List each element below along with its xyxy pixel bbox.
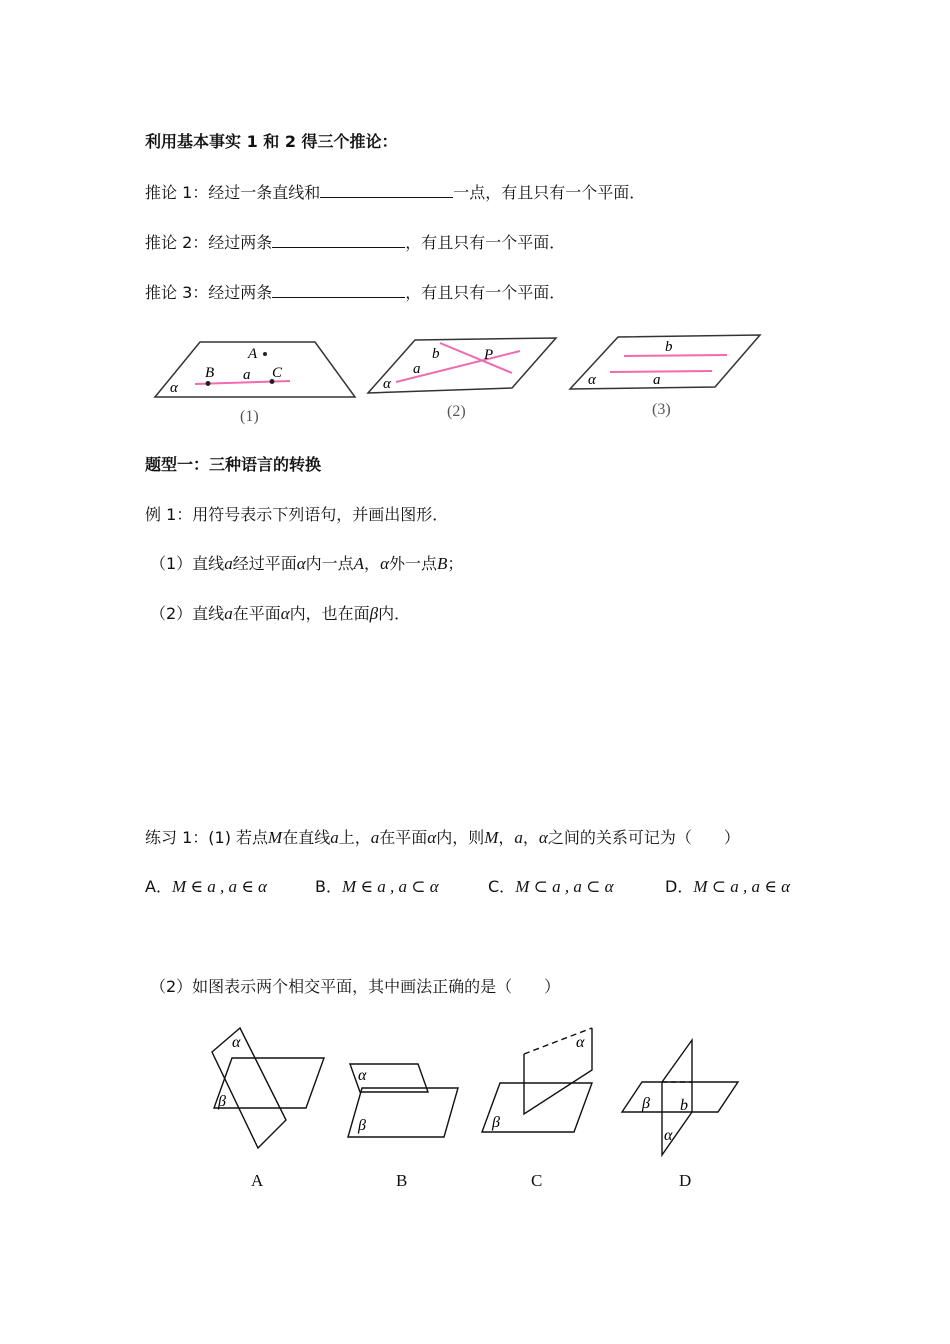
ex1-text-3: 内一点 <box>305 554 354 573</box>
corollary-3 <box>145 281 565 303</box>
example-item-1 <box>150 554 463 574</box>
figure-1 <box>155 342 355 425</box>
label-alpha-1: α <box>170 380 178 396</box>
corollary-3-blank[interactable] <box>272 281 405 298</box>
ex2-alpha: α <box>280 604 290 623</box>
point-A <box>263 352 267 356</box>
option-A-expr: M ∈ a , a ∈ α <box>171 877 267 896</box>
figure-D <box>622 1040 738 1155</box>
label-b-2: b <box>432 346 440 362</box>
label-beta-D: β <box>642 1095 650 1112</box>
q1-text-8: 之间的关系可记为（ ） <box>547 828 740 847</box>
figure-B <box>348 1064 458 1137</box>
label-b-3: b <box>665 339 673 355</box>
ex1-a: a <box>224 554 233 573</box>
q1-text-3: 上， <box>338 828 371 847</box>
figure-caption-B: B <box>396 1171 408 1190</box>
intersecting-planes-figures <box>200 1020 760 1170</box>
option-A-letter: A． <box>145 877 172 896</box>
label-B: B <box>205 365 215 381</box>
example-item-2 <box>150 604 410 624</box>
figure-A <box>212 1028 324 1148</box>
label-alpha-3: α <box>588 372 596 388</box>
q1-text-7: ， <box>522 828 539 847</box>
heading: 利用基本事实 1 和 2 得三个推论： <box>145 132 398 151</box>
label-b-D: b <box>680 1097 688 1114</box>
plane-beta-A <box>214 1058 324 1108</box>
exercise-q2: （2）如图表示两个相交平面，其中画法正确的是（ ） <box>150 977 561 996</box>
label-a-3: a <box>653 372 661 388</box>
q1-a-2: a <box>370 828 380 847</box>
figure-3 <box>570 335 760 418</box>
figure-2 <box>368 338 556 420</box>
option-C-expr: M ⊂ a , a ⊂ α <box>515 877 614 896</box>
ex1-B: B <box>437 554 448 573</box>
ex1-text-1: （1）直线 <box>150 554 225 573</box>
label-beta-A: β <box>218 1093 226 1110</box>
label-beta-B: β <box>358 1117 366 1134</box>
ex2-text-2: 在平面 <box>232 604 281 623</box>
q1-text-4: 在平面 <box>379 828 428 847</box>
option-B-letter: B． <box>315 877 342 896</box>
q1-M: M <box>268 828 283 847</box>
q1-text-6: ， <box>498 828 515 847</box>
option-C-letter: C． <box>488 877 516 896</box>
option-B[interactable] <box>315 877 439 897</box>
option-D-expr: M ⊂ a , a ∈ α <box>693 877 790 896</box>
section-title: 题型一：三种语言的转换 <box>145 455 322 474</box>
label-beta-C: β <box>492 1114 500 1131</box>
caption-3: (3) <box>652 401 671 418</box>
ex1-A: A <box>353 554 365 573</box>
caption-2: (2) <box>447 403 466 420</box>
option-C[interactable] <box>488 877 614 897</box>
plane-alpha-A <box>212 1028 286 1148</box>
option-D[interactable] <box>665 877 790 897</box>
caption-1: (1) <box>240 408 259 425</box>
ex1-text-5: 外一点 <box>389 554 438 573</box>
label-P: P <box>484 347 494 363</box>
label-C: C <box>272 365 283 381</box>
corollary-1-blank[interactable] <box>320 181 453 198</box>
q1-a-3: a <box>514 828 523 847</box>
point-B <box>206 381 211 386</box>
corollary-figures <box>140 325 780 425</box>
ex1-text-2: 经过平面 <box>232 554 297 573</box>
corollary-3-label: 推论 3：经过两条 <box>145 283 273 302</box>
q1-M-2: M <box>484 828 499 847</box>
option-A[interactable] <box>145 877 267 897</box>
q1-text-1: 练习 1：(1) 若点 <box>145 828 269 847</box>
figure-caption-C: C <box>531 1171 543 1190</box>
label-A: A <box>248 346 258 362</box>
figure-caption-D: D <box>679 1171 692 1190</box>
example-title: 例 1：用符号表示下列语句，并画出图形． <box>145 505 449 524</box>
line-a-3 <box>610 371 712 372</box>
corollary-1 <box>145 181 645 203</box>
ex2-text-4: 内． <box>378 604 411 623</box>
option-D-letter: D． <box>665 877 694 896</box>
label-a-2: a <box>413 361 421 377</box>
q1-a: a <box>330 828 339 847</box>
ex2-a: a <box>224 604 233 623</box>
ex1-alpha-2: α <box>380 554 389 573</box>
ex1-text-4: ， <box>364 554 381 573</box>
label-alpha-B: α <box>358 1067 367 1084</box>
label-alpha-2: α <box>383 376 391 392</box>
corollary-2-after: ，有且只有一个平面． <box>405 233 566 252</box>
corollary-3-after: ，有且只有一个平面． <box>405 283 566 302</box>
option-B-expr: M ∈ a , a ⊂ α <box>341 877 439 896</box>
corollary-1-after: 一点，有且只有一个平面． <box>453 183 646 202</box>
q1-text-2: 在直线 <box>282 828 331 847</box>
corollary-2-label: 推论 2：经过两条 <box>145 233 273 252</box>
label-a: a <box>243 367 251 383</box>
corollary-2 <box>145 231 565 253</box>
ex1-alpha: α <box>296 554 306 573</box>
exercise-q1 <box>145 828 740 848</box>
q1-alpha: α <box>427 828 437 847</box>
label-alpha-C: α <box>576 1034 585 1051</box>
q1-alpha-2: α <box>538 828 548 847</box>
line-b-3 <box>624 355 727 356</box>
figure-C <box>482 1028 592 1132</box>
label-alpha-D: α <box>664 1127 673 1144</box>
corollary-1-label: 推论 1：经过一条直线和 <box>145 183 321 202</box>
ex2-beta: β <box>369 604 379 623</box>
ex2-text-1: （2）直线 <box>150 604 225 623</box>
corollary-2-blank[interactable] <box>272 231 405 248</box>
ex1-text-6: ； <box>447 554 464 573</box>
q1-text-5: 内，则 <box>436 828 485 847</box>
label-alpha-A: α <box>232 1034 241 1051</box>
figure-caption-A: A <box>251 1171 264 1190</box>
ex2-text-3: 内，也在面 <box>289 604 370 623</box>
